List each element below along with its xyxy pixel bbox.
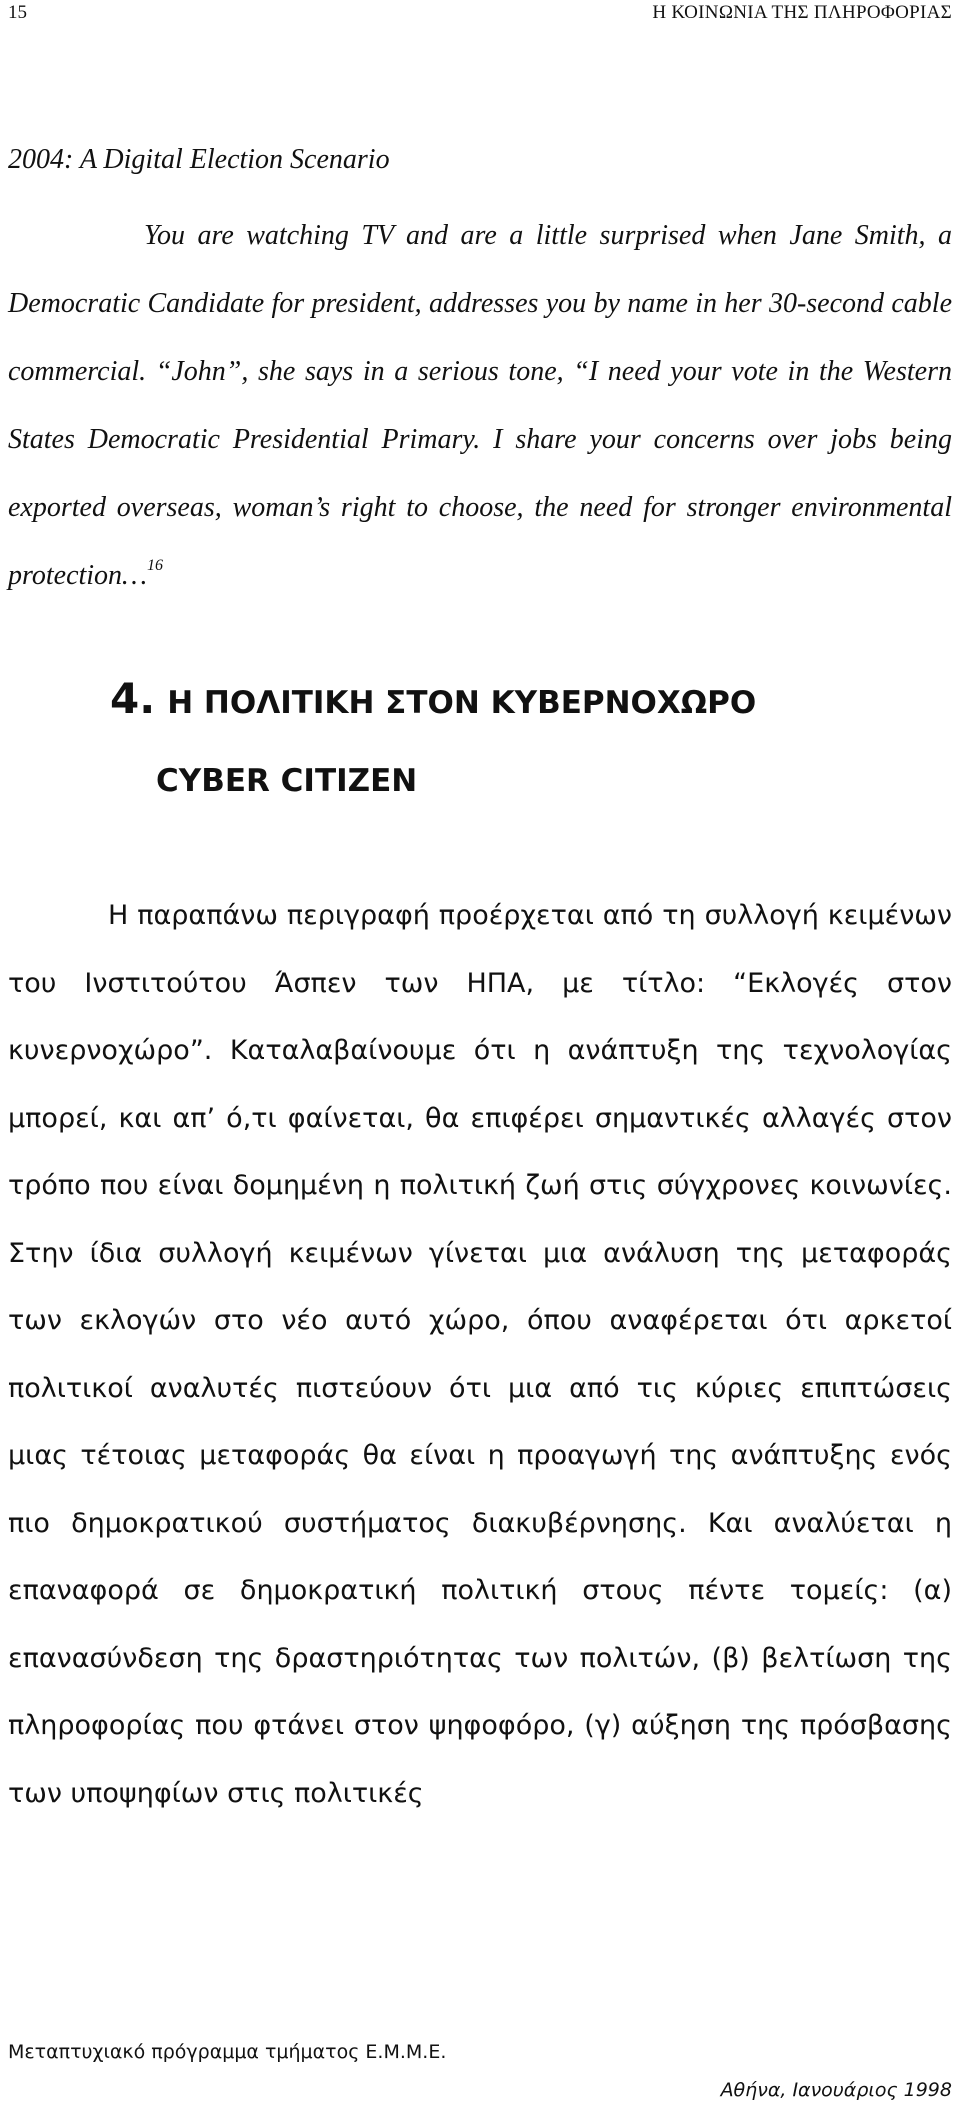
running-title: Η ΚΟΙΝΩΝΙΑ ΤΗΣ ΠΛΗΡΟΦΟΡΙΑΣ <box>652 2 952 23</box>
section-number: 4. <box>110 674 156 723</box>
page-number: 15 <box>8 2 27 23</box>
body-paragraph: Η παραπάνω περιγραφή προέρχεται από τη συλλογή κειμένων του Ινστιτούτου Άσπεν των ΗΠΑ, με τίτλο: “Εκλογές στον κυνερνοχώρο”. Καταλαβαίνουμε ότι η ανάπτυξη της τεχνολογίας μπορεί, και απ’ ό,τι φαίνεται, θα επιφέρει σημαντικές αλλαγές στον τρόπο που είναι δομημένη η πολιτική ζωή στις σύγχρονες κοινωνίες. Στην ίδια συλλογή κειμένων γίνεται μια ανάλυση της μεταφοράς των εκλογών στο νέο αυτό χώρο, όπου αναφέρεται ότι αρκετοί πολιτικοί αναλυτές πιστεύουν ότι μια από τις κύριες επιπτώσεις μιας τέτοιας μεταφοράς θα είναι η προαγωγή της ανάπτυξης ενός πιο δημοκρατικού συστήματος διακυβέρνησης. Και αναλύεται η επαναφορά σε δημοκρατική πολιτική στους πέντε τομείς: (α) επανασύνδεση της δραστηριότητας των πολιτών, (β) βελτίωση της πληροφορίας που φτάνει στον ψηφοφόρο, (γ) αύξηση της πρόσβασης των υποψηφίων στις πολιτικές <box>8 900 952 1809</box>
footer-program: Μεταπτυχιακό πρόγραμμα τμήματος Ε.Μ.Μ.Ε. <box>8 2041 447 2063</box>
quote-title: 2004: A Digital Election Scenario <box>8 144 390 175</box>
quote-block <box>8 202 952 610</box>
footnote-ref: 16 <box>146 557 163 574</box>
footer-date: Αθήνα, Ιανουάριος 1998 <box>720 2079 952 2101</box>
section-heading <box>110 674 756 728</box>
section-title: Η ΠΟΛΙΤΙΚΗ ΣΤΟΝ ΚΥΒΕΡΝΟΧΩΡΟ <box>167 685 757 721</box>
page-header <box>8 0 952 32</box>
quote-text: You are watching TV and are a little surprised when Jane Smith, a Democratic Candidate for president, addresses you by name in her 30-second cable commercial. “John”, she says in a serious tone, “I need your vote in the Western States Democratic Presidential Primary. I share your concerns over jobs being exported overseas, woman’s right to choose, the need for stronger environmental protection… <box>8 220 952 591</box>
section-subtitle: CYBER CITIZEN <box>156 763 418 799</box>
